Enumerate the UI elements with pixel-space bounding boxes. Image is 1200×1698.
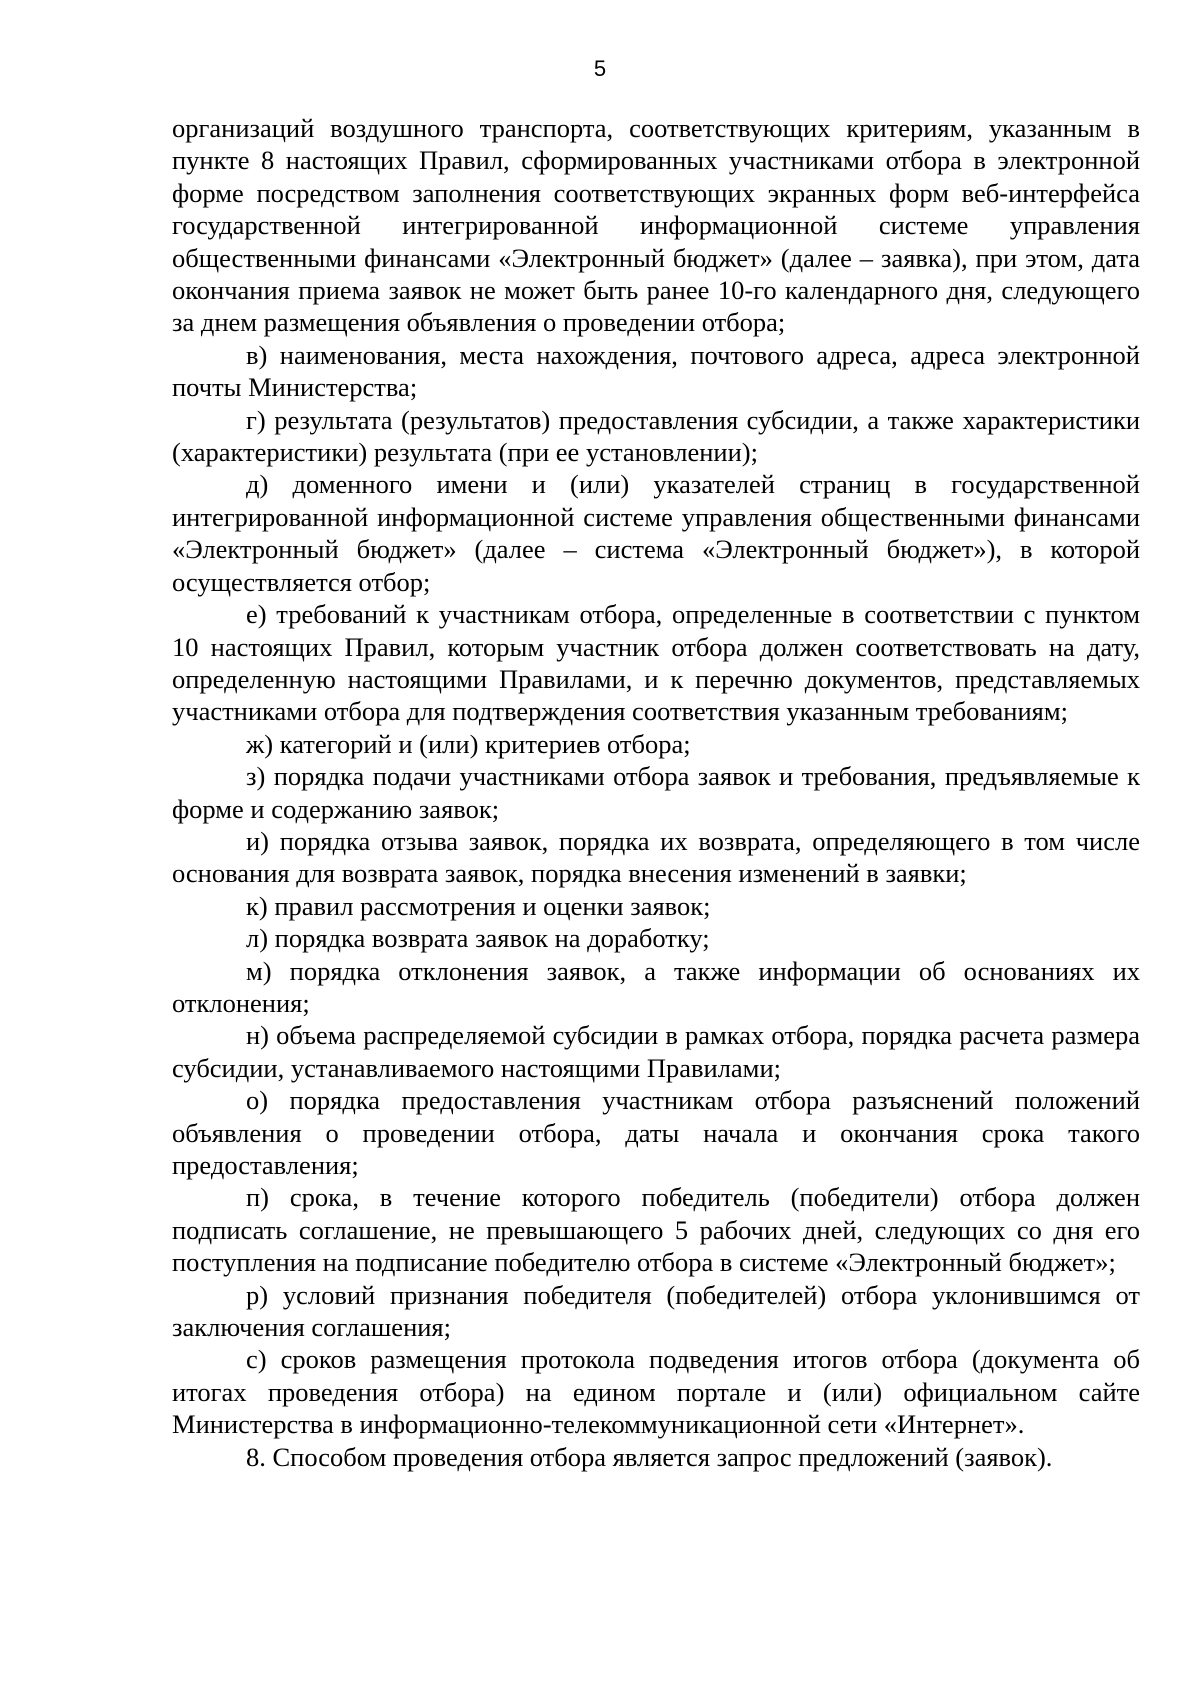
paragraph-point-8: 8. Способом проведения отбора является запрос предложений (заявок).	[246, 1441, 1053, 1472]
paragraph-item-v: в) наименования, места нахождения, почтового адреса, адреса электронной почты Министерства;	[172, 339, 1140, 403]
paragraph-item-r: р) условий признания победителя (победителей) отбора уклонившимся от заключения соглашения;	[172, 1279, 1140, 1343]
paragraph-item-e: е) требований к участникам отбора, определенные в соответствии с пунктом 10 настоящих Правил, которым участник отбора должен соответствовать на дату, определенную настоящими Правилами, и к перечню документов, представляемых участниками отбора для подтверждения соответствия указанным требованиям;	[172, 599, 1140, 727]
paragraph-item-i: и) порядка отзыва заявок, порядка их возврата, определяющего в том числе основания для возврата заявок, порядка внесения изменений в заявки;	[172, 825, 1140, 889]
paragraph-item-z: з) порядка подачи участниками отбора заявок и требования, предъявляемые к форме и содержанию заявок;	[172, 761, 1140, 824]
document-body	[172, 112, 1140, 1473]
paragraph-item-l: л) порядка возврата заявок на доработку;	[246, 923, 710, 954]
paragraph-item-k: к) правил рассмотрения и оценки заявок;	[246, 890, 711, 921]
page-number: 5	[593, 56, 607, 81]
paragraph-item-o: о) порядка предоставления участникам отбора разъяснений положений объявления о проведении отбора, даты начала и окончания срока такого предоставления;	[172, 1085, 1140, 1180]
paragraph-item-d: д) доменного имени и (или) указателей страниц в государственной интегрированной информационной системе управления общественными финансами «Электронный бюджет» (далее – система «Электронный бюджет»), в которой осуществляется отбор;	[172, 469, 1140, 597]
paragraph-item-p: п) срока, в течение которого победитель (победители) отбора должен подписать соглашение, не превышающего 5 рабочих дней, следующих со дня его поступления на подписание победителю отбора в системе «Электронный бюджет»;	[172, 1182, 1140, 1278]
paragraph-continuation: организаций воздушного транспорта, соответствующих критериям, указанным в пункте 8 настоящих Правил, сформированных участниками отбора в электронной форме посредством заполнения соответствующих экранных форм веб-интерфейса государственной интегрированной информационной системе управления общественными финансами «Электронный бюджет» (далее – заявка), при этом, дата окончания приема заявок не может быть ранее 10-го календарного дня, следующего за днем размещения объявления о проведении отбора;	[172, 113, 1140, 338]
paragraph-item-zh: ж) категорий и (или) критериев отбора;	[246, 728, 691, 759]
paragraph-item-g: г) результата (результатов) предоставления субсидии, а также характеристики (характеристики) результата (при ее установлении);	[172, 404, 1140, 468]
paragraph-item-m: м) порядка отклонения заявок, а также информации об основаниях их отклонения;	[172, 955, 1140, 1018]
paragraph-item-n: н) объема распределяемой субсидии в рамках отбора, порядка расчета размера субсидии, устанавливаемого настоящими Правилами;	[172, 1020, 1140, 1083]
paragraph-item-s: с) сроков размещения протокола подведения итогов отбора (документа об итогах проведения отбора) на едином портале и (или) официальном сайте Министерства в информационно-телекоммуникационной сети «Интернет».	[172, 1344, 1140, 1440]
